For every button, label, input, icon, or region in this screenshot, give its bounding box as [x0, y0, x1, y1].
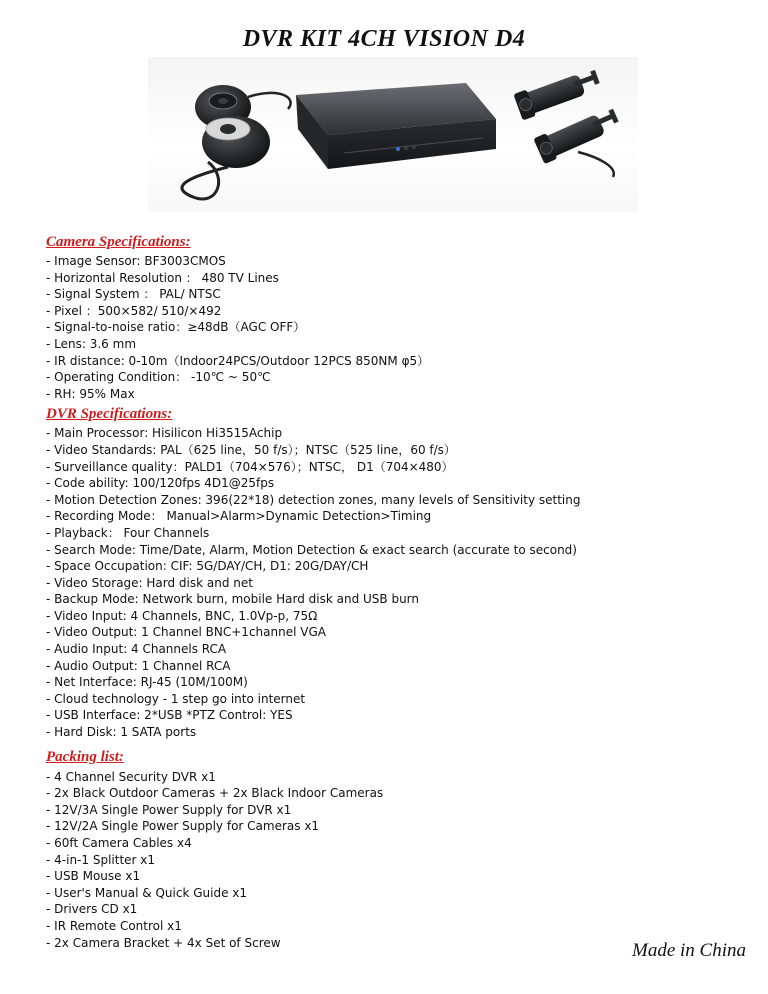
dvr-spec-list — [46, 425, 746, 740]
dvr-specifications-section — [46, 404, 746, 740]
list-item: - Signal System ： PAL/ NTSC — [46, 286, 746, 303]
camera-specifications-section — [46, 232, 746, 402]
list-item: - Playback： Four Channels — [46, 525, 746, 542]
list-item: - Horizontal Resolution ： 480 TV Lines — [46, 270, 746, 287]
product-photo — [148, 57, 638, 212]
list-item: - IR distance: 0-10m（Indoor24PCS/Outdoor 12PCS 850NM φ5） — [46, 353, 746, 370]
packing-list-section — [46, 747, 746, 952]
list-item: - Code ability: 100/120fps 4D1@25fps — [46, 475, 746, 492]
list-item: - 12V/3A Single Power Supply for DVR x1 — [46, 802, 746, 819]
list-item: - Search Mode: Time/Date, Alarm, Motion Detection & exact search (accurate to second) — [46, 542, 746, 559]
list-item: - Main Processor: Hisilicon Hi3515Achip — [46, 425, 746, 442]
dvr-specifications-heading: DVR Specifications: — [46, 406, 173, 423]
list-item: - Recording Mode： Manual>Alarm>Dynamic Detection>Timing — [46, 508, 746, 525]
list-item: - Operating Condition： -10℃ ~ 50℃ — [46, 369, 746, 386]
list-item: - 2x Camera Bracket + 4x Set of Screw — [46, 935, 746, 952]
packing-list-heading: Packing list: — [46, 748, 124, 765]
list-item: - Image Sensor: BF3003CMOS — [46, 253, 746, 270]
list-item: - 4 Channel Security DVR x1 — [46, 769, 746, 786]
list-item: - Video Standards: PAL（625 line，50 f/s）；NTSC（525 line，60 f/s） — [46, 442, 746, 459]
list-item: - Pixel ：500×582/ 510/×492 — [46, 303, 746, 320]
packing-list — [46, 769, 746, 952]
list-item: - 2x Black Outdoor Cameras + 2x Black Indoor Cameras — [46, 785, 746, 802]
list-item: - Audio Output: 1 Channel RCA — [46, 658, 746, 675]
list-item: - Cloud technology - 1 step go into internet — [46, 691, 746, 708]
list-item: - Signal-to-noise ratio：≥48dB（AGC OFF） — [46, 319, 746, 336]
list-item: - User's Manual & Quick Guide x1 — [46, 885, 746, 902]
list-item: - Video Output: 1 Channel BNC+1channel VGA — [46, 624, 746, 641]
list-item: - Audio Input: 4 Channels RCA — [46, 641, 746, 658]
list-item: - 4-in-1 Splitter x1 — [46, 852, 746, 869]
list-item: - Video Storage: Hard disk and net — [46, 575, 746, 592]
list-item: - Motion Detection Zones: 396(22*18) detection zones, many levels of Sensitivity setting — [46, 492, 746, 509]
made-in-label: Made in China — [632, 940, 746, 961]
page-title: DVR KIT 4CH VISION D4 — [242, 26, 526, 52]
list-item: - IR Remote Control x1 — [46, 918, 746, 935]
list-item: - Surveillance quality：PALD1（704×576）；NTSC， D1（704×480） — [46, 459, 746, 476]
list-item: - USB Interface: 2*USB *PTZ Control: YES — [46, 707, 746, 724]
list-item: - Video Input: 4 Channels, BNC, 1.0Vp-p, 75Ω — [46, 608, 746, 625]
list-item: - Drivers CD x1 — [46, 901, 746, 918]
camera-specifications-heading: Camera Specifications: — [46, 234, 191, 250]
spec-content — [46, 232, 746, 951]
list-item: - Hard Disk: 1 SATA ports — [46, 724, 746, 741]
list-item: - RH: 95% Max — [46, 386, 746, 403]
list-item: - USB Mouse x1 — [46, 868, 746, 885]
list-item: - 12V/2A Single Power Supply for Cameras x1 — [46, 818, 746, 835]
product-illustration — [148, 57, 638, 212]
camera-spec-list — [46, 253, 746, 402]
list-item: - Lens: 3.6 mm — [46, 336, 746, 353]
list-item: - Net Interface: RJ-45 (10M/100M) — [46, 674, 746, 691]
list-item: - Backup Mode: Network burn, mobile Hard disk and USB burn — [46, 591, 746, 608]
list-item: - Space Occupation: CIF: 5G/DAY/CH, D1: 20G/DAY/CH — [46, 558, 746, 575]
list-item: - 60ft Camera Cables x4 — [46, 835, 746, 852]
